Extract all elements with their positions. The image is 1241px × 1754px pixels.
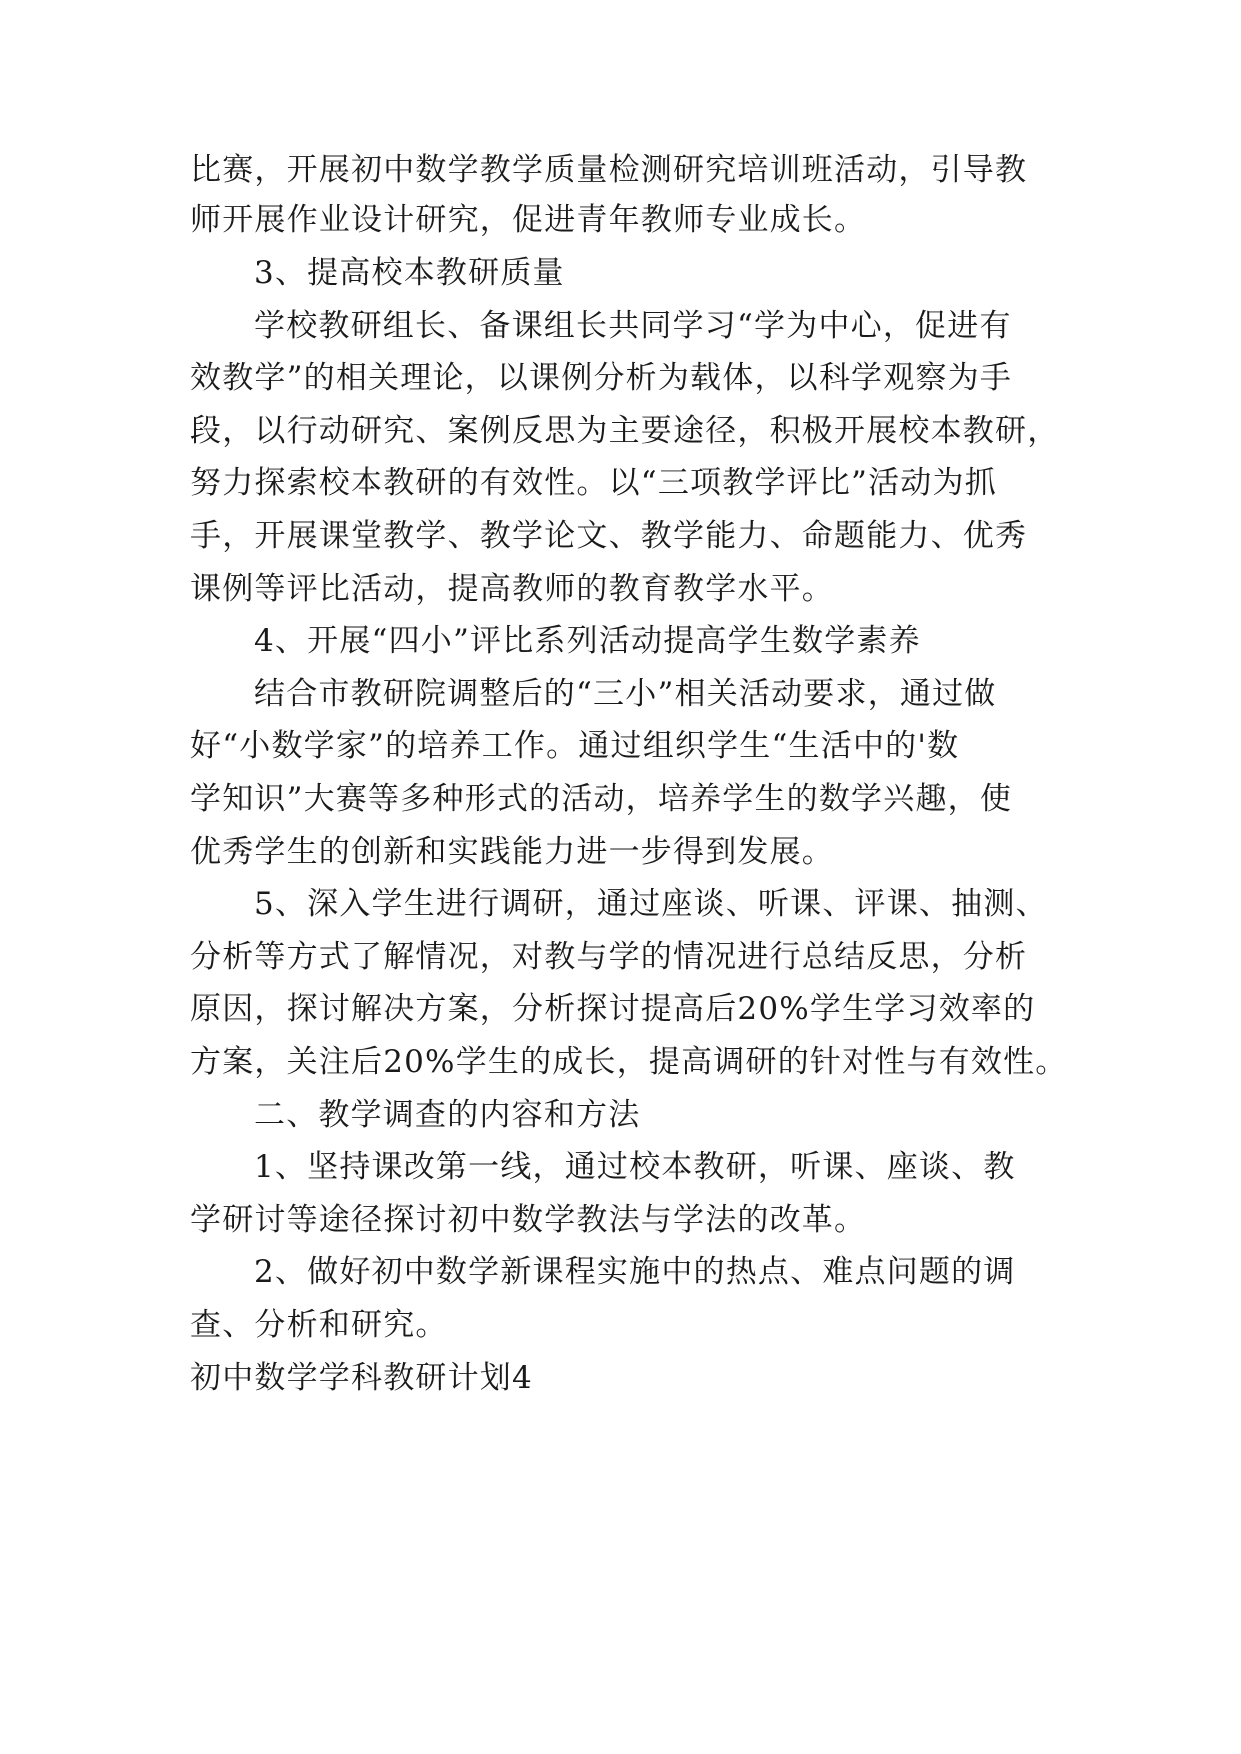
- paragraph-line: 2、做好初中数学新课程实施中的热点、难点问题的调: [254, 1254, 1016, 1290]
- paragraph-line: 结合市教研院调整后的“三小”相关活动要求，通过做: [254, 676, 997, 712]
- paragraph-line: 段，以行动研究、案例反思为主要途径，积极开展校本教研，: [190, 413, 1060, 449]
- paragraph-line: 分析等方式了解情况，对教与学的情况进行总结反思，分析: [190, 939, 1028, 975]
- paragraph-line: 学校教研组长、备课组长共同学习“学为中心，促进有: [254, 308, 1012, 344]
- paragraph-line: 效教学”的相关理论，以课例分析为载体，以科学观察为手: [190, 360, 1013, 396]
- paragraph-line: 学研讨等途径探讨初中数学教法与学法的改革。: [190, 1202, 867, 1238]
- paragraph-line: 努力探索校本教研的有效性。以“三项教学评比”活动为抓: [190, 465, 997, 501]
- section-heading: 4、开展“四小”评比系列活动提高学生数学素养: [254, 623, 921, 659]
- paragraph-line: 1、坚持课改第一线，通过校本教研，听课、座谈、教: [254, 1149, 1016, 1185]
- paragraph-line: 优秀学生的创新和实践能力进一步得到发展。: [190, 834, 834, 870]
- paragraph-line: 原因，探讨解决方案，分析探讨提高后20%学生学习效率的: [190, 991, 1036, 1027]
- paragraph-line: 方案，关注后20%学生的成长，提高调研的针对性与有效性。: [190, 1044, 1068, 1080]
- paragraph-line: 课例等评比活动，提高教师的教育教学水平。: [190, 571, 834, 607]
- paragraph-line: 手，开展课堂教学、教学论文、教学能力、命题能力、优秀: [190, 518, 1028, 554]
- paragraph-line: 5、深入学生进行调研，通过座谈、听课、评课、抽测、: [254, 886, 1048, 922]
- section-heading: 3、提高校本教研质量: [254, 255, 565, 291]
- paragraph-line: 查、分析和研究。: [190, 1307, 448, 1343]
- document-title: 初中数学学科教研计划4: [190, 1360, 533, 1396]
- paragraph-line: 师开展作业设计研究，促进青年教师专业成长。: [190, 202, 867, 238]
- paragraph-line: 学知识”大赛等多种形式的活动，培养学生的数学兴趣，使: [190, 781, 1013, 817]
- paragraph-line: 比赛，开展初中数学教学质量检测研究培训班活动，引导教: [190, 152, 1028, 188]
- paragraph-line: 好“小数学家”的培养工作。通过组织学生“生活中的'数: [190, 728, 960, 764]
- section-heading: 二、教学调查的内容和方法: [254, 1097, 641, 1133]
